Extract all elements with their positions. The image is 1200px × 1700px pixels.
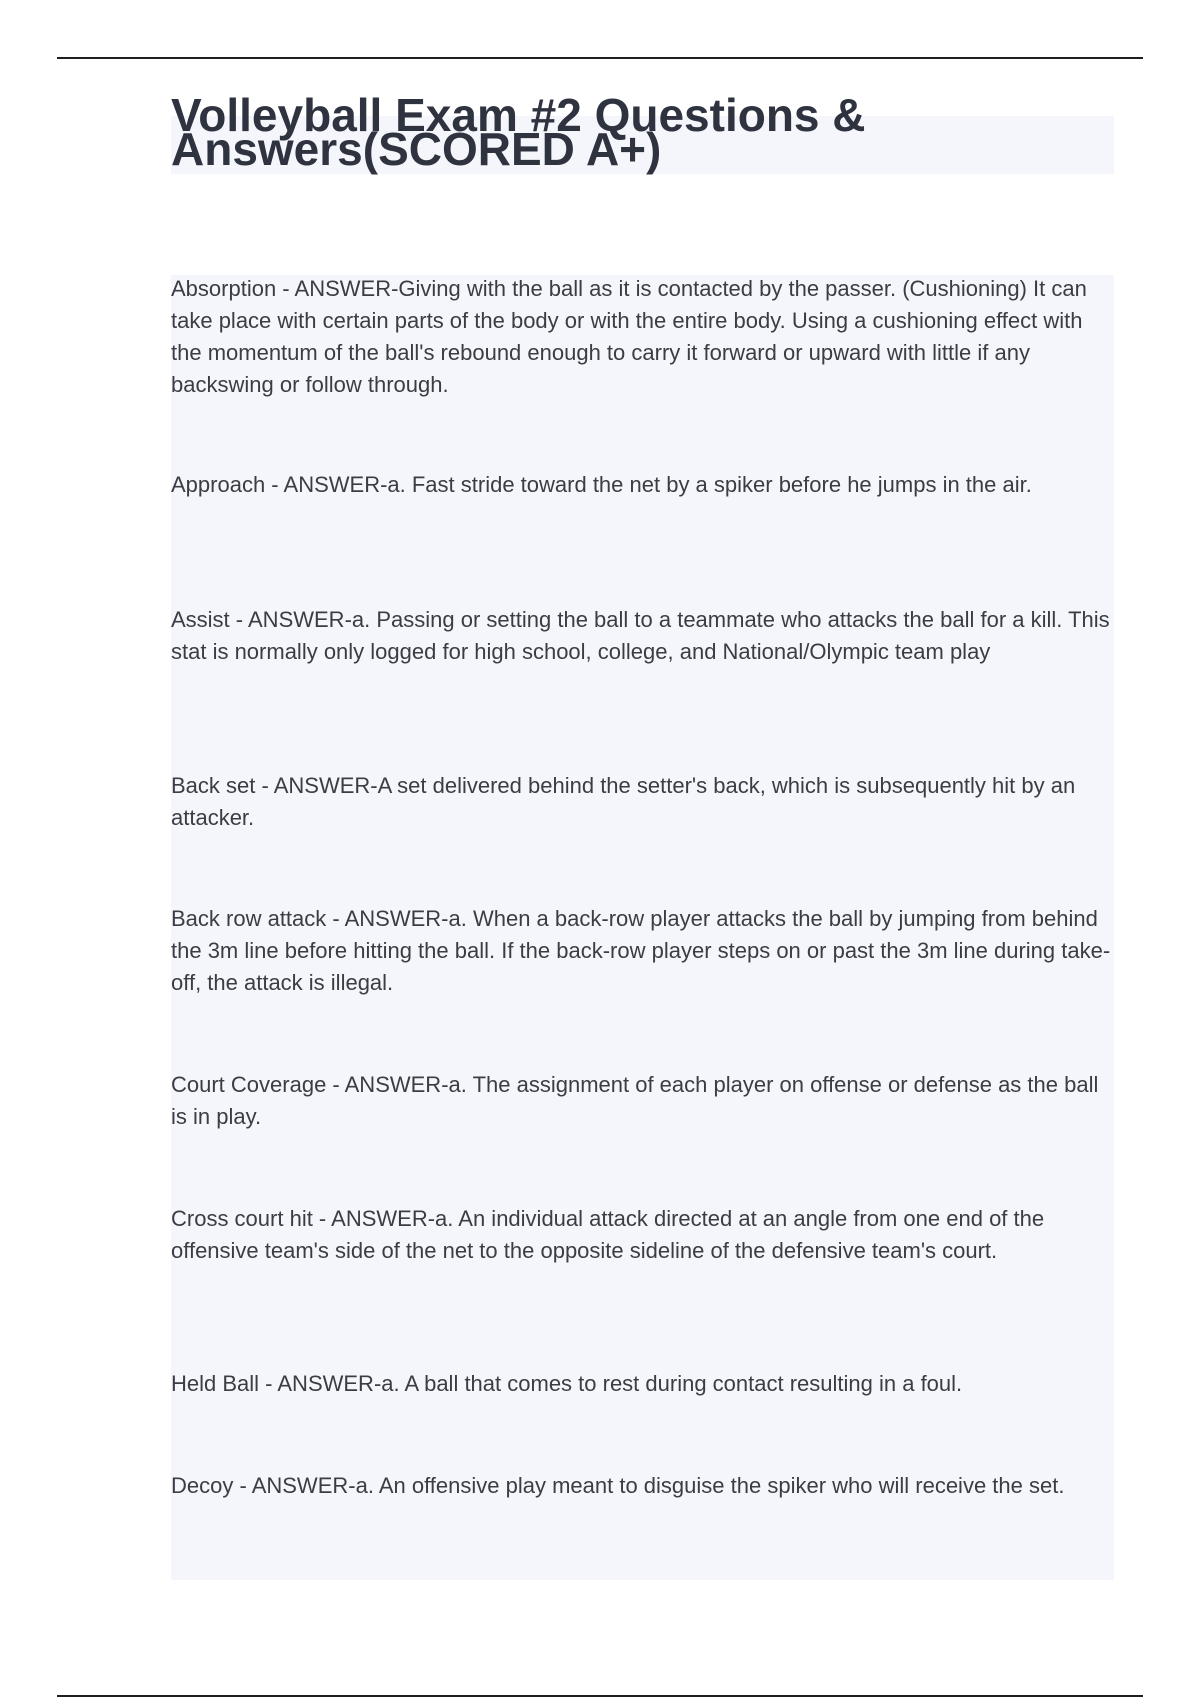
qa-entry-approach: Approach - ANSWER-a. Fast stride toward the net by a spiker before he jumps in the air. bbox=[171, 472, 1032, 497]
qa-entry-decoy: Decoy - ANSWER-a. An offensive play meant to disguise the spiker who will receive the set. bbox=[171, 1473, 1065, 1498]
qa-entry-assist: Assist - ANSWER-a. Passing or setting the ball to a teammate who attacks the ball for a kill. This stat is normally only logged for high school, college, and National/Olympic team play bbox=[171, 607, 1110, 664]
qa-entry-back-set: Back set - ANSWER-A set delivered behind the setter's back, which is subsequently hit by an attacker. bbox=[171, 773, 1076, 830]
qa-entry-cross-court-hit: Cross court hit - ANSWER-a. An individual attack directed at an angle from one end of the offensive team's side of the net to the opposite sideline of the defensive team's court. bbox=[171, 1206, 1045, 1263]
qa-entry-held-ball: Held Ball - ANSWER-a. A ball that comes to rest during contact resulting in a foul. bbox=[171, 1371, 963, 1396]
bottom-rule bbox=[57, 1695, 1143, 1697]
qa-entry-back-row-attack: Back row attack - ANSWER-a. When a back-row player attacks the ball by jumping from behind the 3m line before hitting the ball. If the back-row player steps on or past the 3m line during take-off, the attack is illegal. bbox=[171, 906, 1111, 995]
top-rule bbox=[57, 57, 1143, 59]
qa-entry-absorption: Absorption - ANSWER-Giving with the ball as it is contacted by the passer. (Cushioning) It can take place with certain parts of the body or with the entire body. Using a cushioning effect with the momentum of the ball's rebound enough to carry it forward or upward with little if any backswing or follow through. bbox=[171, 276, 1087, 397]
qa-entry-court-coverage: Court Coverage - ANSWER-a. The assignment of each player on offense or defense as the ball is in play. bbox=[171, 1072, 1099, 1129]
page-title: Volleyball Exam #2 Questions & Answers(SCORED A+) bbox=[171, 89, 866, 175]
